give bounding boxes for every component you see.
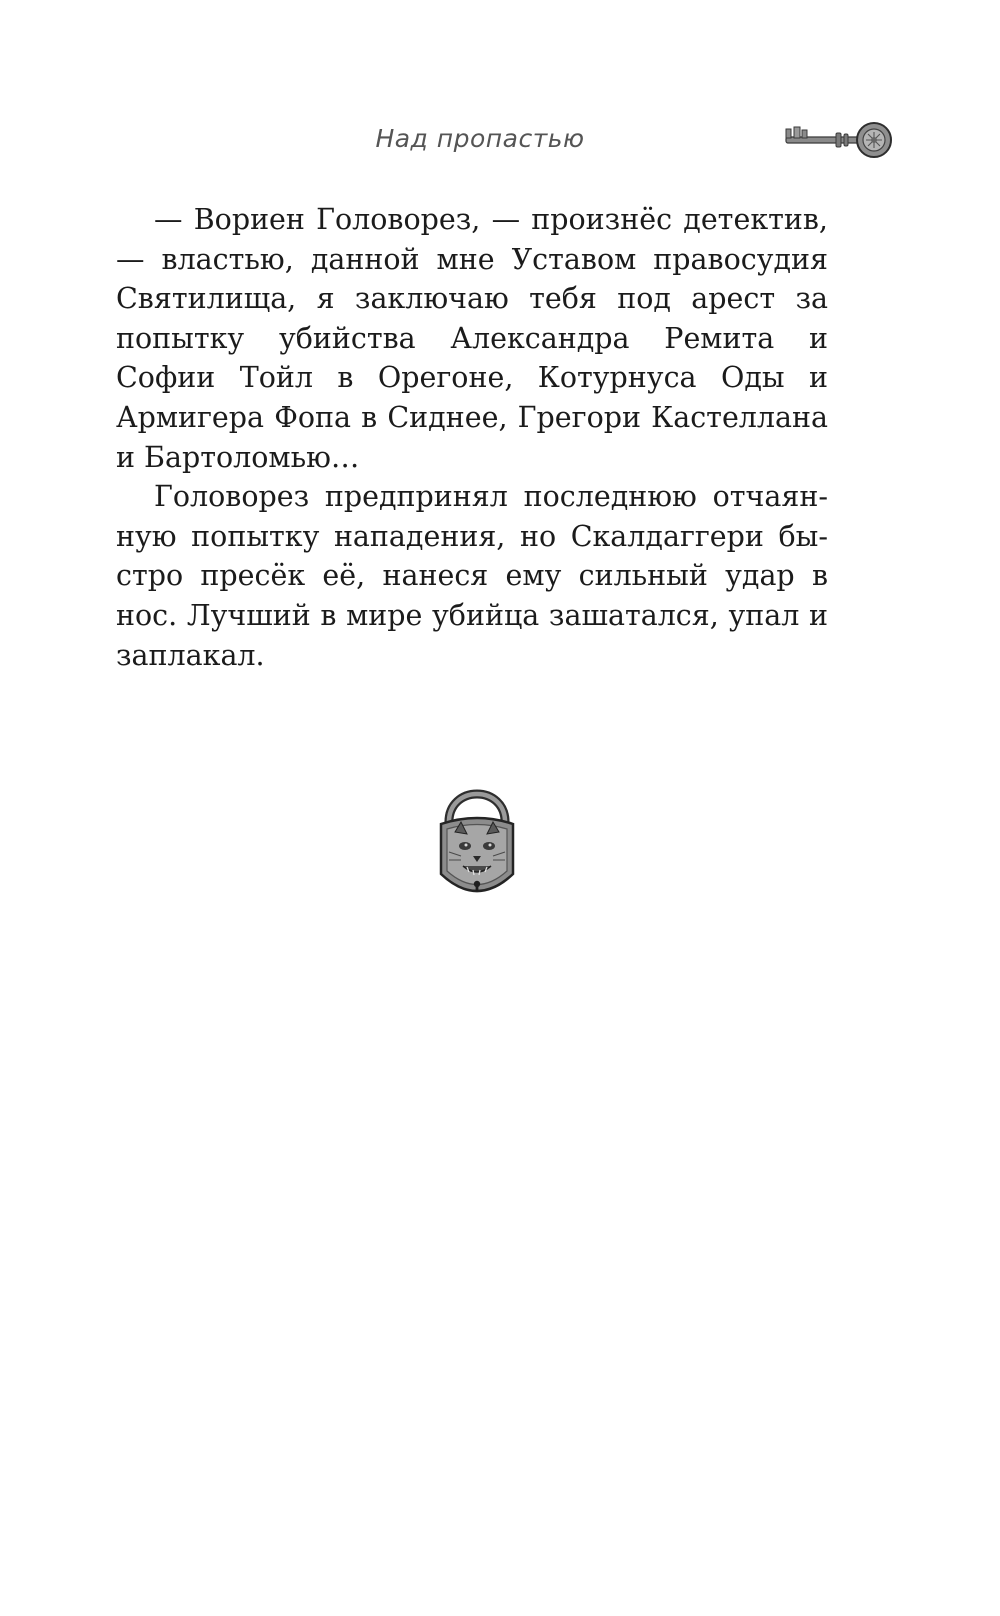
paragraph: Головорез предпринял последнюю отчаянную попытку нападения, но Скалдаггери быстро пресёк её, нанеся ему сильный удар в нос. Лучший в мире убийца зашатался, упал и заплакал. xyxy=(116,480,828,672)
page-header xyxy=(0,118,1000,168)
paragraph: — Вориен Головорез, — произнёс детектив, — властью, данной мне Уставом правосудия Святилища, я заключаю тебя под арест за попытку убийства Александра Ремита и Софии Тойл в Орегоне, Котурнуса Оды и Армигера Фопа в Сиднее, Грегори Кастеллана и Бартоломью… xyxy=(116,203,828,474)
body-text xyxy=(116,200,828,675)
running-title: Над пропастью xyxy=(375,124,585,153)
padlock-cat-face-icon xyxy=(433,766,521,906)
skeleton-key-icon xyxy=(782,118,898,164)
